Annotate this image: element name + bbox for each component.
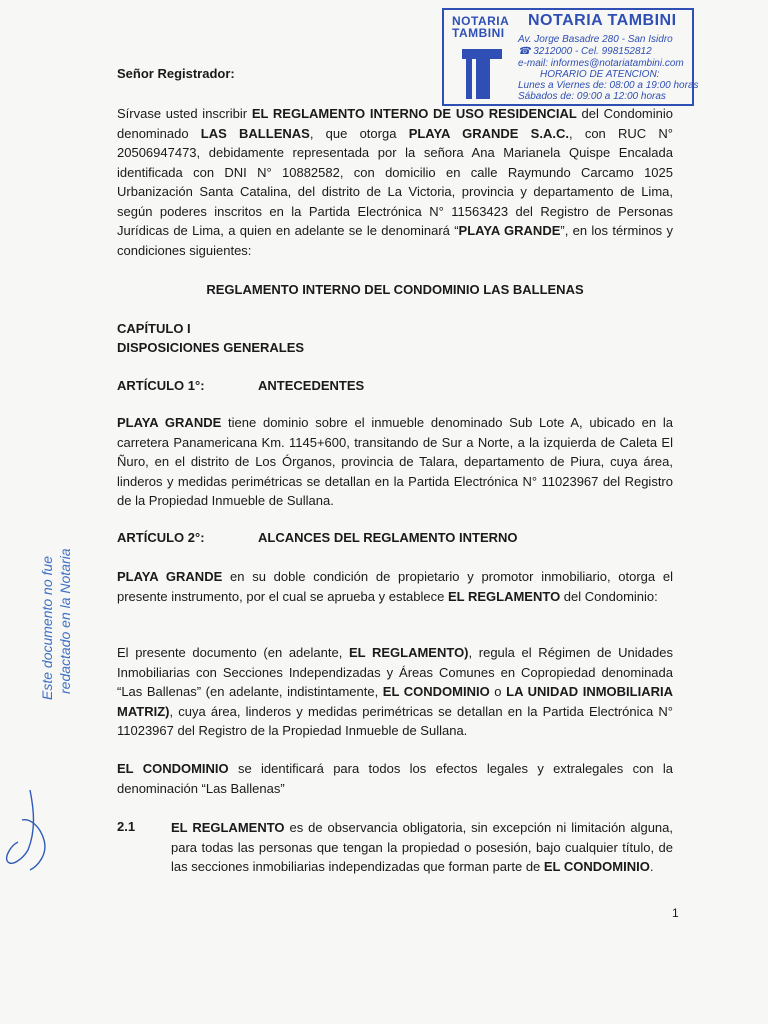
notary-stamp xyxy=(442,8,699,106)
text: . xyxy=(649,859,654,874)
stamp-line: Lunes a Viernes de: 08:00 a 19:00 horas xyxy=(518,80,699,91)
bold-text: EL REGLAMENTO xyxy=(171,820,285,835)
text: se identificará para todos los efectos legales y extralegales con la denominación “Las Ballenas” xyxy=(117,761,673,796)
text: del Condominio denominado xyxy=(117,106,673,141)
article-1-label: ARTÍCULO 1°: xyxy=(117,378,205,393)
text: ”, en los términos y condiciones siguientes: xyxy=(117,223,673,258)
margin-note-line: redactado en la Notaria xyxy=(57,548,73,694)
section-2-1-paragraph xyxy=(171,818,673,877)
margin-stamp-note xyxy=(38,500,78,700)
chapter-label: CAPÍTULO I xyxy=(117,321,191,336)
bold-text: PLAYA GRANDE xyxy=(117,569,223,584)
text: o xyxy=(489,684,507,699)
bold-text: LA UNIDAD INMOBILIARIA MATRIZ) xyxy=(117,684,673,719)
intro-paragraph xyxy=(117,104,673,260)
article-2-title: ALCANCES DEL REGLAMENTO INTERNO xyxy=(258,530,518,545)
bold-text: EL CONDOMINIO xyxy=(382,684,490,699)
document-title: REGLAMENTO INTERNO DEL CONDOMINIO LAS BALLENAS xyxy=(206,282,584,297)
text: El presente documento (en adelante, xyxy=(117,645,349,660)
bold-text: EL REGLAMENTO) xyxy=(348,645,469,660)
text: , regula el Régimen de Unidades Inmobiliarias con Secciones Independizadas y Áreas Comunes en Copropiedad denominada “Las Ballenas” (en adelante, indistintamente, xyxy=(117,645,673,699)
bold-text: EL REGLAMENTO INTERNO DE USO RESIDENCIAL xyxy=(251,106,577,121)
text: Sírvase usted inscribir xyxy=(117,106,252,121)
text: , que otorga xyxy=(309,125,409,141)
bold-text: PLAYA GRANDE xyxy=(117,415,222,430)
text: es de observancia obligatoria, sin excepción ni limitación alguna, para todas las personas que tengan la propiedad o posesión, bajo cualquier título, de las secciones inmobiliarias independizadas que forman parte de xyxy=(171,820,673,874)
chapter-title: DISPOSICIONES GENERALES xyxy=(117,340,305,355)
text: , con RUC N° 20506947473, debidamente representada por la señora Ana Marianela Quispe Encalada identificada con DNI N° 10882582, con domicilio en calle Raymundo Carcamo 1025 Urbanización Santa Catalina, del distrito de La Victoria, provincia y departamento de Lima, según poderes inscritos en la Partida Electrónica N° 11563423 del Registro de Personas Jurídicas de Lima, a quien en adelante se le denominará “ xyxy=(117,125,673,238)
article-2-paragraph-1 xyxy=(117,567,673,606)
text: en su doble condición de propietario y promotor inmobiliario, otorga el presente instrumento, por el cual se aprueba y establece xyxy=(117,569,673,604)
article-2-label: ARTÍCULO 2°: xyxy=(117,530,205,545)
stamp-line: e-mail: informes@notariatambini.com xyxy=(518,58,684,69)
stamp-line: HORARIO DE ATENCION: xyxy=(540,69,660,80)
stamp-line: Sábados de: 09:00 a 12:00 horas xyxy=(518,91,666,102)
article-2-paragraph-3 xyxy=(117,759,673,798)
text: , cuya área, linderos y medidas perimétricas se detallan en la Partida Electrónica N° 11023967 del Registro de la Propiedad Inmueble de Sullana. xyxy=(117,703,673,738)
bold-text: LAS BALLENAS xyxy=(200,125,310,141)
stamp-title: NOTARIA TAMBINI xyxy=(528,12,677,29)
page-number: 1 xyxy=(672,906,679,920)
section-number: 2.1 xyxy=(117,819,136,834)
notary-logo xyxy=(448,13,512,101)
text: del Condominio: xyxy=(560,588,658,604)
text: tiene dominio sobre el inmueble denominado Sub Lote A, ubicado en la carretera Panamericana Km. 1145+600, transitando de Sur a Norte, a la izquierda de Caleta El Ñuro, en el distrito de Los Órganos, provincia de Talara, departamento de Piura, cuya área, linderos y medidas perimétricas se detallan en la Partida Electrónica N° 11023967 del Registro de la Propiedad Inmueble de Sullana. xyxy=(117,415,674,508)
greeting: Señor Registrador: xyxy=(117,66,235,81)
stamp-logo-text: NOTARIA TAMBINI xyxy=(452,14,509,40)
article-1-title: ANTECEDENTES xyxy=(258,378,365,393)
stamp-line: Av. Jorge Basadre 280 - San Isidro xyxy=(518,34,673,45)
bold-text: PLAYA GRANDE S.A.C. xyxy=(408,125,569,141)
bold-text: EL CONDOMINIO xyxy=(117,761,229,776)
bold-text: EL CONDOMINIO xyxy=(543,859,650,874)
article-1-paragraph xyxy=(117,413,673,511)
margin-note-line: Este documento no fue xyxy=(39,556,55,700)
signature-icon xyxy=(0,770,60,880)
bold-text: PLAYA GRANDE xyxy=(458,223,561,238)
stamp-line: ☎ 3212000 - Cel. 998152812 xyxy=(518,46,652,57)
article-2-paragraph-2 xyxy=(117,643,673,741)
t-logo-icon xyxy=(448,13,512,101)
bold-text: EL REGLAMENTO xyxy=(447,588,561,604)
